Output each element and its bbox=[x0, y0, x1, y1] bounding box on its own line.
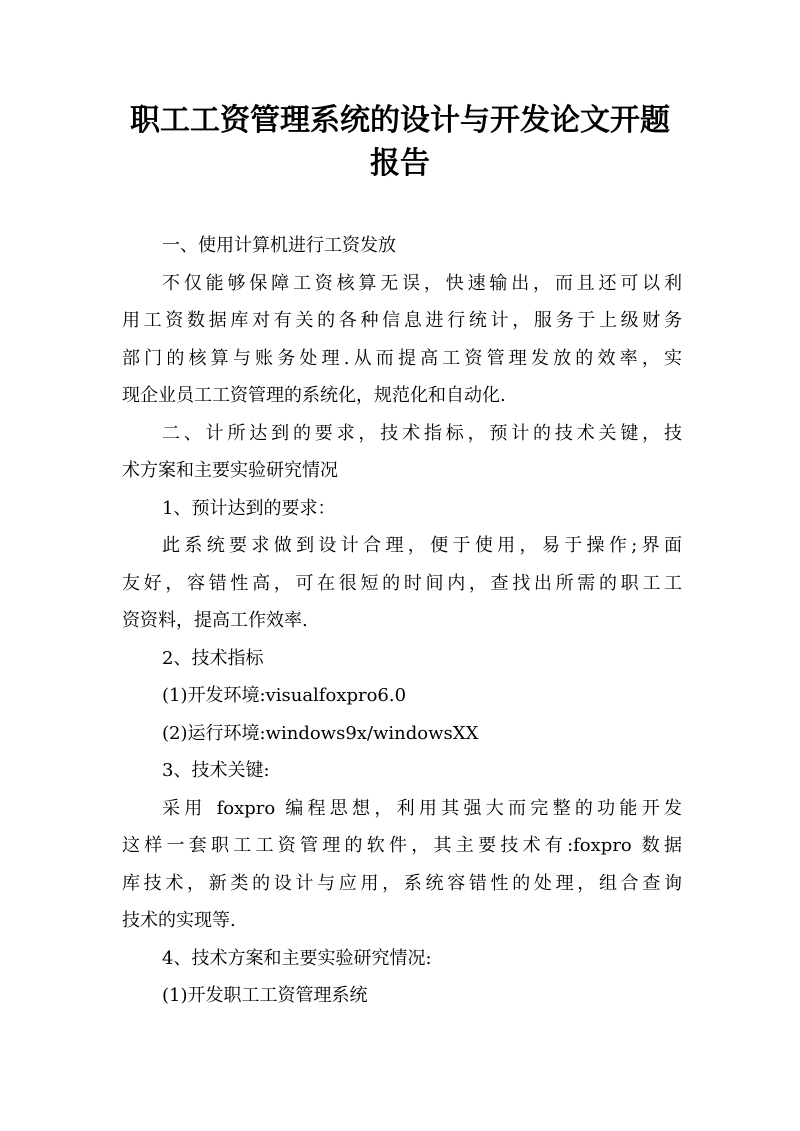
subsection-heading-3: 3、技术关键: bbox=[162, 760, 270, 781]
paragraph-line: 现企业员工工资管理的系统化，规范化和自动化. bbox=[122, 385, 506, 406]
paragraph-line: 技术的实现等. bbox=[122, 910, 236, 931]
document-title-line-1: 职工工资管理系统的设计与开发论文开题 bbox=[130, 103, 670, 138]
paragraph-line: 这样一套职工工资管理的软件，其主要技术有:foxpro 数据 bbox=[122, 835, 682, 856]
paragraph-line: 不仅能够保障工资核算无误，快速输出，而且还可以利 bbox=[162, 272, 682, 294]
paragraph-line: 资资料，提高工作效率. bbox=[122, 610, 308, 631]
document-title-line-2: 报告 bbox=[370, 146, 430, 181]
paragraph-line: 友好，容错性高，可在很短的时间内，查找出所需的职工工 bbox=[122, 572, 682, 594]
paragraph-line: 库技术，新类的设计与应用，系统容错性的处理，组合查询 bbox=[122, 872, 682, 894]
list-item: (2)运行环境:windows9x/windowsXX bbox=[162, 722, 479, 744]
section-heading-2: 二、计所达到的要求，技术指标，预计的技术关键，技 bbox=[162, 422, 682, 444]
subsection-heading-1: 1、预计达到的要求： bbox=[162, 497, 336, 519]
document-body bbox=[122, 227, 682, 1015]
section-heading-2-continued: 术方案和主要实验研究情况 bbox=[122, 460, 338, 481]
paragraph-line: 部门的核算与账务处理.从而提高工资管理发放的效率，实 bbox=[122, 347, 682, 369]
list-item: (1)开发职工工资管理系统 bbox=[162, 985, 368, 1006]
section-heading-1: 一、使用计算机进行工资发放 bbox=[162, 235, 396, 256]
subsection-heading-4: 4、技术方案和主要实验研究情况: bbox=[162, 947, 432, 969]
list-item: (1)开发环境:visualfoxpro6.0 bbox=[162, 685, 407, 706]
paragraph-line: 用工资数据库对有关的各种信息进行统计，服务于上级财务 bbox=[122, 310, 682, 331]
paragraph-line: 此系统要求做到设计合理，便于使用，易于操作;界面 bbox=[162, 535, 682, 556]
subsection-heading-2: 2、技术指标 bbox=[162, 647, 264, 669]
paragraph-line: 采用 foxpro 编程思想，利用其强大而完整的功能开发 bbox=[162, 797, 682, 819]
